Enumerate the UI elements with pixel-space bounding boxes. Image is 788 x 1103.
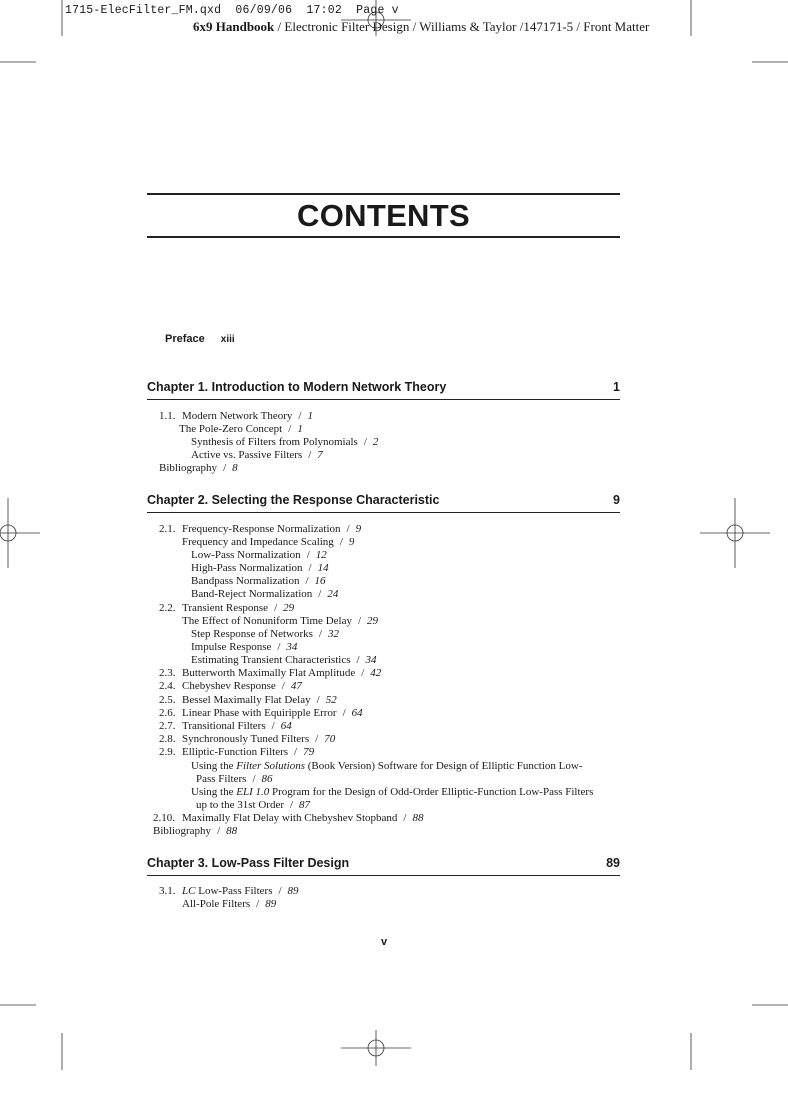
toc-entry[interactable]: 2.8. Synchronously Tuned Filters / 70 — [159, 733, 336, 745]
registration-mark-left — [0, 498, 40, 568]
registration-mark-right — [700, 498, 770, 568]
toc-entry[interactable]: 2.6. Linear Phase with Equiripple Error / 64 — [159, 707, 363, 719]
toc-entry[interactable]: 2.9. Elliptic-Function Filters / 79 — [159, 746, 315, 758]
preface-entry[interactable] — [165, 333, 235, 345]
toc-entry[interactable]: Synthesis of Filters from Polynomials / 2 — [191, 436, 379, 448]
chapter-3-heading[interactable] — [147, 856, 620, 870]
title-rule-top — [147, 193, 620, 195]
page-title: CONTENTS — [297, 198, 470, 233]
toc-entry[interactable]: High-Pass Normalization / 14 — [191, 562, 329, 574]
chapter-3-rule — [147, 875, 620, 876]
registration-mark-bottom — [341, 1030, 411, 1066]
toc-entry[interactable]: 2.5. Bessel Maximally Flat Delay / 52 — [159, 694, 337, 706]
chapter-2-rule — [147, 512, 620, 513]
toc-entry[interactable]: Bandpass Normalization / 16 — [191, 575, 326, 587]
toc-entry[interactable]: 2.1. Frequency-Response Normalization / 9 — [159, 523, 362, 535]
toc-entry-continued[interactable]: Pass Filters / 86 — [196, 773, 273, 785]
preface-page: xiii — [220, 334, 235, 345]
toc-entry[interactable]: 2.4. Chebyshev Response / 47 — [159, 680, 302, 692]
toc-entry[interactable]: Active vs. Passive Filters / 7 — [191, 449, 323, 461]
toc-entry[interactable]: Bibliography / 88 — [153, 825, 238, 837]
toc-entry[interactable]: The Pole-Zero Concept / 1 — [179, 423, 303, 435]
toc-entry[interactable]: All-Pole Filters / 89 — [182, 898, 277, 910]
toc-entry[interactable]: 2.3. Butterworth Maximally Flat Amplitude / 42 — [159, 667, 382, 679]
toc-entry[interactable]: Band-Reject Normalization / 24 — [191, 588, 339, 600]
chapter-page: 89 — [606, 856, 620, 870]
chapter-title: Chapter 2. Selecting the Response Characteristic — [147, 493, 440, 507]
toc-entry[interactable]: The Effect of Nonuniform Time Delay / 29 — [182, 615, 379, 627]
running-head — [193, 19, 649, 35]
toc-entry[interactable]: 2.2. Transient Response / 29 — [159, 602, 295, 614]
preface-label: Preface — [165, 333, 205, 345]
title-rule-bottom — [147, 236, 620, 238]
toc-entry[interactable]: 1.1. Modern Network Theory / 1 — [159, 410, 313, 422]
toc-entry[interactable]: Bibliography / 8 — [159, 462, 238, 474]
toc-entry[interactable]: Using the ELI 1.0 Program for the Design of Odd-Order Elliptic-Function Low-Pass Filters — [191, 786, 594, 798]
chapter-page: 1 — [613, 380, 620, 394]
toc-entry-continued[interactable]: up to the 31st Order / 87 — [196, 799, 311, 811]
page-folio: v — [380, 936, 388, 948]
chapter-page: 9 — [613, 493, 620, 507]
toc-entry[interactable]: 2.10. Maximally Flat Delay with Chebyshev Stopband / 88 — [153, 812, 424, 824]
toc-entry[interactable]: 3.1. LC Low-Pass Filters / 89 — [159, 885, 299, 897]
toc-entry[interactable]: Low-Pass Normalization / 12 — [191, 549, 327, 561]
toc-entry[interactable]: Using the Filter Solutions (Book Version) Software for Design of Elliptic Function Low- — [191, 760, 583, 772]
toc-entry[interactable]: Estimating Transient Characteristics / 34 — [191, 654, 377, 666]
chapter-title: Chapter 1. Introduction to Modern Network Theory — [147, 380, 447, 394]
chapter-2-heading[interactable] — [147, 493, 620, 507]
toc-entry[interactable]: Frequency and Impedance Scaling / 9 — [182, 536, 355, 548]
chapter-1-rule — [147, 399, 620, 400]
chapter-title: Chapter 3. Low-Pass Filter Design — [147, 856, 350, 870]
toc-entry[interactable]: Impulse Response / 34 — [191, 641, 298, 653]
slug-line: 1715-ElecFilter_FM.qxd 06/09/06 17:02 Page v — [65, 4, 399, 17]
running-head-rest: / Electronic Filter Design / Williams & Taylor /147171-5 / Front Matter — [274, 19, 650, 34]
toc-entry[interactable]: 2.7. Transitional Filters / 64 — [159, 720, 292, 732]
toc-entry[interactable]: Step Response of Networks / 32 — [191, 628, 339, 640]
chapter-1-heading[interactable] — [147, 380, 620, 394]
running-head-series: 6x9 Handbook — [193, 19, 275, 34]
